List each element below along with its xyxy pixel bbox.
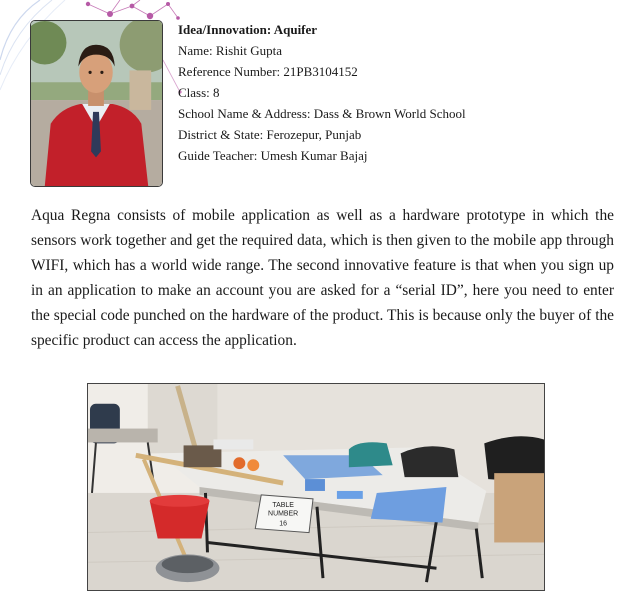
district-state: District & State: Ferozepur, Punjab xyxy=(178,127,362,142)
reference-number: Reference Number: 21PB3104152 xyxy=(178,64,358,79)
table-sign-line-1: TABLE xyxy=(272,501,294,509)
guide-teacher: Guide Teacher: Umesh Kumar Bajaj xyxy=(178,148,368,163)
project-prototype-photo xyxy=(87,383,545,591)
student-class: Class: 8 xyxy=(178,85,220,100)
school-name-address: School Name & Address: Dass & Brown World School xyxy=(178,106,466,121)
project-description: Aqua Regna consists of mobile application as well as a hardware prototype in which the sensors work together and get the required data, which is then given to the mobile app through WIFI, which has a world wide range. The second innovative feature is that when you sign up in an application to make an account you are asked for a “serial ID”, here you need to enter the special code punched on the hardware of the product. This is because only the buyer of the specific product can access the application. xyxy=(31,207,614,349)
table-sign-line-2: NUMBER xyxy=(268,510,299,518)
table-sign-line-3: 16 xyxy=(279,520,288,528)
table-number-sign xyxy=(255,495,313,533)
idea-title: Idea/Innovation: Aquifer xyxy=(178,22,318,37)
student-name: Name: Rishit Gupta xyxy=(178,43,282,58)
student-portrait xyxy=(30,20,163,187)
student-profile xyxy=(178,19,466,166)
